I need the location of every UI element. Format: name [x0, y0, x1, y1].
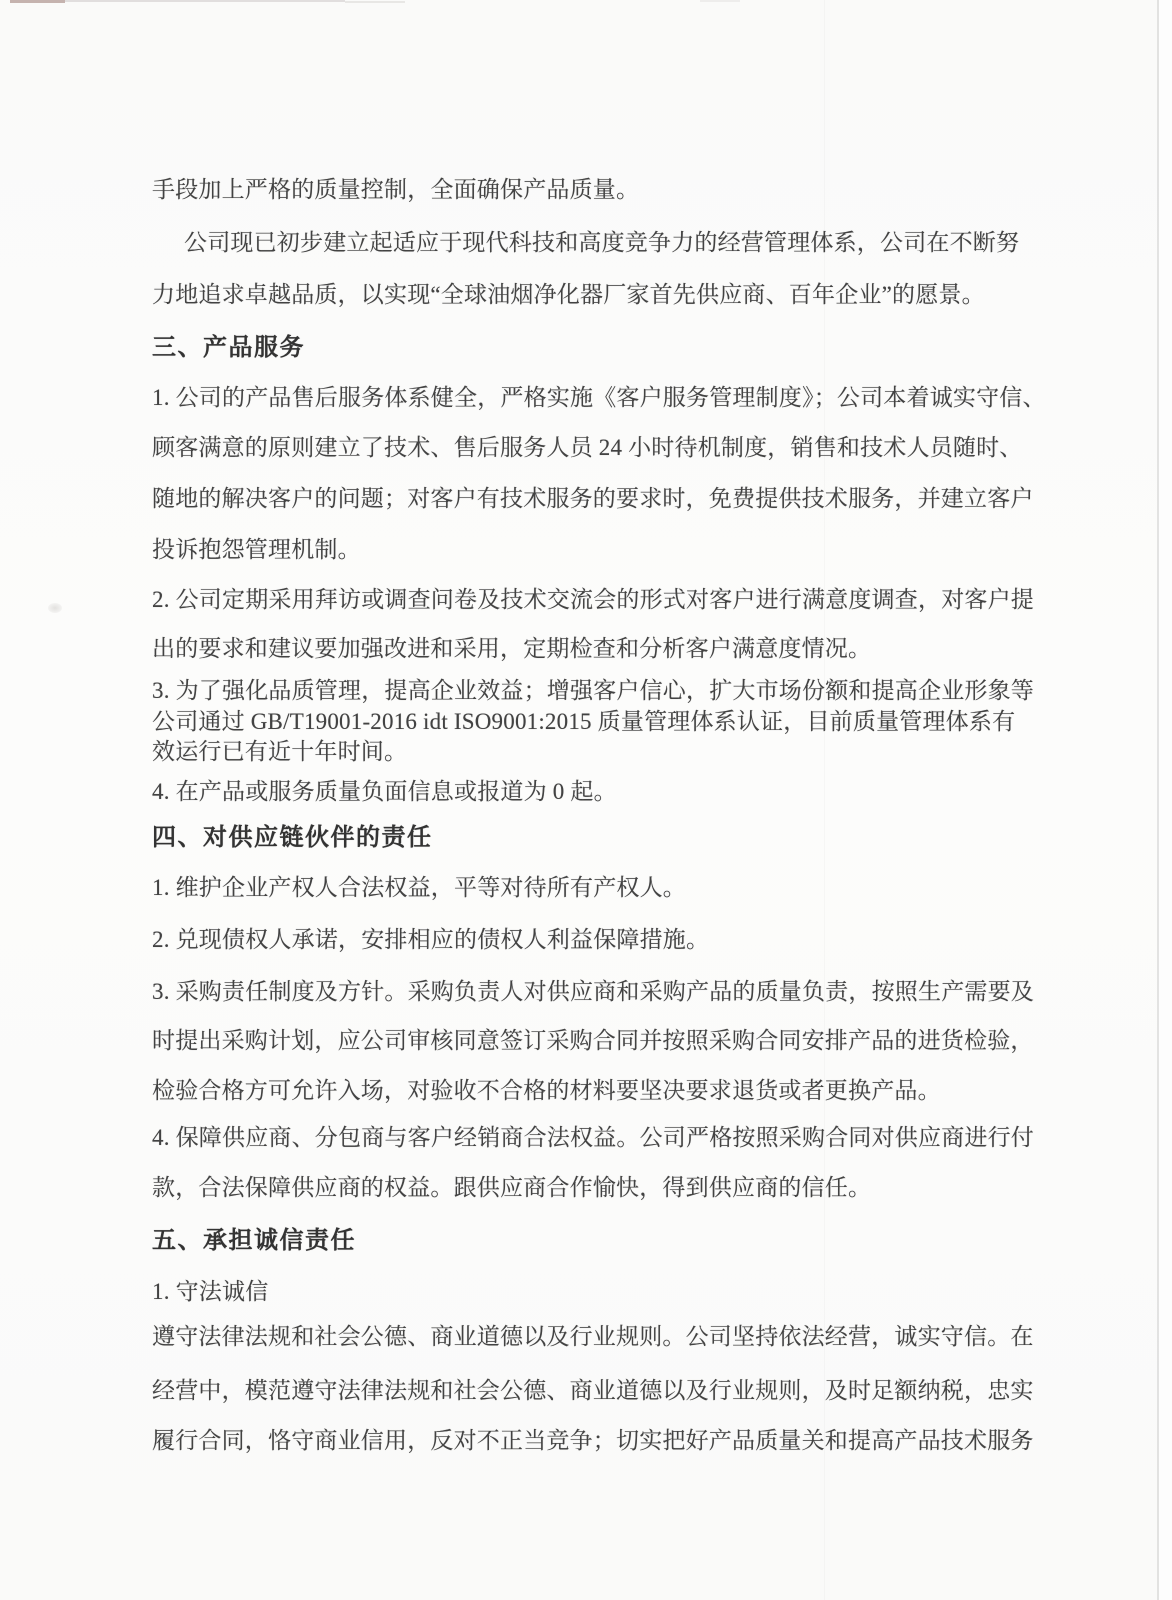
text-line: 1. 公司的产品售后服务体系健全，严格实施《客户服务管理制度》；公司本着诚实守信、 — [152, 385, 1046, 410]
scan-top-edge-mark — [345, 1, 405, 3]
scan-top-edge-mark — [10, 0, 65, 3]
text-line: 出的要求和建议要加强改进和采用，定期检查和分析客户满意度情况。 — [152, 636, 872, 661]
scan-smudge — [48, 603, 62, 613]
scan-edge-strip — [1159, 0, 1172, 1600]
text-line: 经营中，模范遵守法律法规和社会公德、商业道德以及行业规则，及时足额纳税，忠实 — [152, 1378, 1034, 1403]
section-heading-integrity-responsibility: 五、承担诚信责任 — [152, 1228, 356, 1254]
text-line: 公司现已初步建立起适应于现代科技和高度竞争力的经营管理体系，公司在不断努 — [184, 230, 1020, 255]
text-line: 力地追求卓越品质，以实现“全球油烟净化器厂家首先供应商、百年企业”的愿景。 — [152, 282, 985, 307]
text-line: 公司通过 GB/T19001-2016 idt ISO9001:2015 质量管理体系认证，目前质量管理体系有 — [152, 709, 1016, 734]
text-line: 款，合法保障供应商的权益。跟供应商合作愉快，得到供应商的信任。 — [152, 1175, 872, 1200]
text-line: 1. 维护企业产权人合法权益，平等对待所有产权人。 — [152, 875, 686, 900]
text-line: 随地的解决客户的问题；对客户有技术服务的要求时，免费提供技术服务，并建立客户 — [152, 486, 1034, 511]
text-line: 3. 为了强化品质管理，提高企业效益；增强客户信心，扩大市场份额和提高企业形象等 — [152, 678, 1034, 703]
text-line: 投诉抱怨管理机制。 — [152, 537, 361, 562]
text-line: 4. 保障供应商、分包商与客户经销商合法权益。公司严格按照采购合同对供应商进行付 — [152, 1125, 1034, 1150]
text-line: 履行合同，恪守商业信用，反对不正当竞争；切实把好产品质量关和提高产品技术服务 — [152, 1428, 1034, 1453]
scan-fold-line-right — [1157, 0, 1159, 1600]
text-line: 手段加上严格的质量控制，全面确保产品质量。 — [152, 177, 640, 202]
text-line: 检验合格方可允许入场，对验收不合格的材料要坚决要求退货或者更换产品。 — [152, 1078, 941, 1103]
text-line: 顾客满意的原则建立了技术、售后服务人员 24 小时待机制度，销售和技术人员随时、 — [152, 435, 1023, 460]
text-line: 遵守法律法规和社会公德、商业道德以及行业规则。公司坚持依法经营，诚实守信。在 — [152, 1324, 1034, 1349]
subsection-title-line: 1. 守法诚信 — [152, 1279, 269, 1304]
text-line: 时提出采购计划，应公司审核同意签订采购合同并按照采购合同安排产品的进货检验， — [152, 1028, 1034, 1053]
scan-top-edge-mark — [700, 0, 740, 2]
section-heading-product-services: 三、产品服务 — [152, 335, 305, 361]
text-line: 2. 公司定期采用拜访或调查问卷及技术交流会的形式对客户进行满意度调查，对客户提 — [152, 587, 1034, 612]
text-line: 2. 兑现债权人承诺，安排相应的债权人利益保障措施。 — [152, 927, 710, 952]
section-heading-supply-chain-responsibility: 四、对供应链伙伴的责任 — [152, 825, 433, 851]
text-line: 3. 采购责任制度及方针。采购负责人对供应商和采购产品的质量负责，按照生产需要及 — [152, 979, 1034, 1004]
scan-top-edge-mark — [65, 0, 345, 2]
text-line: 效运行已有近十年时间。 — [152, 739, 408, 764]
text-line: 4. 在产品或服务质量负面信息或报道为 0 起。 — [152, 779, 617, 804]
